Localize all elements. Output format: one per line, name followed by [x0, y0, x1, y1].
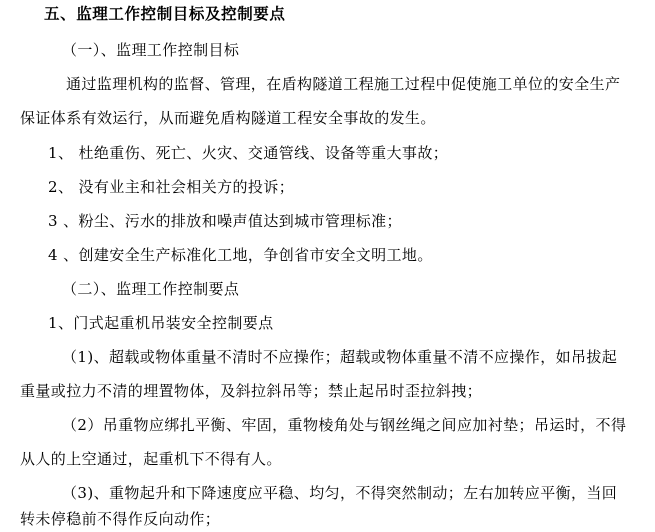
- goal-item-3: 3 、粉尘、污水的排放和噪声值达到城市管理标准；: [48, 212, 402, 230]
- goal-item-1: 1、 杜绝重伤、死亡、火灾、交通管线、设备等重大事故；: [48, 144, 449, 162]
- point3-line2: 转未停稳前不得作反向动作；: [20, 510, 221, 528]
- section-title: 五、监理工作控制目标及控制要点: [44, 5, 286, 23]
- point3-line1: （3)、重物起升和下降速度应平稳、均匀，不得突然制动；左右加转应平衡，当回: [62, 484, 618, 502]
- part2-subtitle: 1、门式起重机吊装安全控制要点: [48, 314, 274, 332]
- point2-line1: （2）吊重物应绑扎平衡、牢固，重物棱角处与钢丝绳之间应加衬垫；吊运时，不得: [62, 416, 627, 434]
- part2-title: （二）、监理工作控制要点: [62, 280, 240, 298]
- part1-intro-line1: 通过监理机构的监督、管理，在盾构隧道工程施工过程中促使施工单位的安全生产: [66, 75, 621, 93]
- point2-line2: 从人的上空通过，起重机下不得有人。: [20, 450, 282, 468]
- goal-item-4: 4 、创建安全生产标准化工地，争创省市安全文明工地。: [48, 246, 433, 264]
- point1-line1: （1)、超载或物体重量不清时不应操作；超载或物体重量不清不应操作，如吊拔起: [62, 348, 618, 366]
- part1-intro-line2: 保证体系有效运行，从而避免盾构隧道工程安全事故的发生。: [20, 109, 436, 127]
- point1-line2: 重量或拉力不清的埋置物体，及斜拉斜吊等；禁止起吊时歪拉斜拽；: [20, 382, 483, 400]
- goal-item-2: 2、 没有业主和社会相关方的投诉；: [48, 178, 295, 196]
- part1-title: （一）、监理工作控制目标: [62, 41, 240, 59]
